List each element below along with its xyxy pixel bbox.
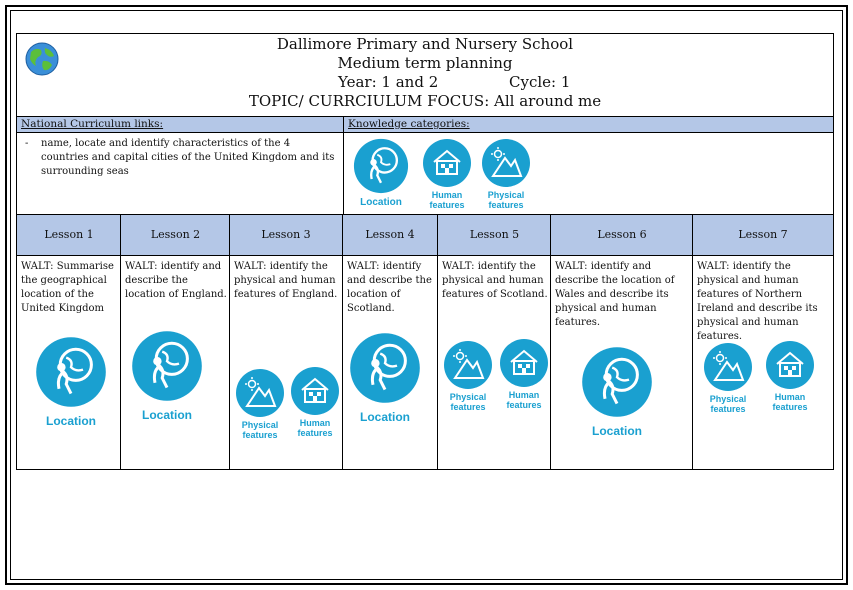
section-header-row — [17, 116, 833, 133]
lesson-4-walt: WALT: identify and describe the location of Scotland. — [347, 261, 432, 314]
lesson-3-walt: WALT: identify the physical and human features of England. — [234, 261, 338, 300]
lesson-1-location-label: Location — [46, 414, 96, 428]
mountain-icon — [443, 340, 493, 390]
col-divider — [437, 214, 438, 470]
school-name: Dallimore Primary and Nursery School — [276, 35, 574, 53]
location-icon — [35, 336, 107, 408]
location-icon — [353, 138, 409, 194]
plan-type: Medium term planning — [337, 54, 513, 72]
location-icon — [349, 332, 421, 404]
kc-human-label: Human features — [429, 190, 465, 210]
nc-links-body: name, locate and identify characteristics of the 4 countries and capital cities of the United Kingdom and its surrounding seas — [41, 138, 335, 177]
lesson-3-title: Lesson 3 — [261, 228, 311, 241]
lesson-5-title: Lesson 5 — [469, 228, 520, 241]
lesson-7-walt: WALT: identify the physical and human features of Northern Ireland and describe its physical and human features. — [697, 261, 818, 342]
lesson-7-physical-label: Physical features — [709, 394, 747, 414]
lesson-4-location-label: Location — [360, 410, 410, 424]
col-divider — [229, 214, 230, 470]
lesson-2-walt: WALT: identify and describe the location of England. — [125, 261, 227, 300]
lesson-1-location — [33, 336, 109, 428]
lesson-2-location — [129, 330, 205, 422]
lesson-1-walt: WALT: Summarise the geographical location of the United Kingdom — [21, 261, 114, 314]
house-icon — [290, 366, 340, 416]
col-divider — [120, 214, 121, 470]
kc-human — [420, 138, 474, 210]
nc-links-text — [25, 137, 340, 179]
bullet-dash: - — [25, 138, 29, 149]
topic-title: TOPIC/ CURRCIULUM FOCUS: All around me — [248, 92, 602, 110]
kc-location — [351, 138, 411, 208]
lesson-5-human — [497, 338, 551, 410]
lesson-2-location-label: Location — [142, 408, 192, 422]
nc-header: National Curriculum links: — [21, 118, 164, 130]
year-cycle-line — [17, 73, 833, 92]
lesson-3-physical — [233, 368, 287, 440]
cycle-label: Cycle: 1 — [509, 73, 571, 91]
kc-location-label: Location — [360, 197, 402, 208]
lesson-4-location — [347, 332, 423, 424]
column-divider — [343, 116, 344, 214]
page-header — [17, 34, 833, 116]
mountain-icon — [481, 138, 531, 188]
lesson-6-title: Lesson 6 — [597, 228, 647, 241]
lesson-6-walt: WALT: identify and describe the location of Wales and describe its physical and human features. — [555, 261, 675, 328]
lesson-7-human-label: Human features — [772, 392, 808, 412]
col-divider — [342, 214, 343, 470]
year-label: Year: 1 and 2 — [338, 73, 439, 91]
kc-header: Knowledge categories: — [348, 118, 470, 130]
lesson-3-physical-label: Physical features — [241, 420, 279, 440]
location-icon — [581, 346, 653, 418]
kc-physical — [479, 138, 533, 210]
lesson-2-title: Lesson 2 — [150, 228, 201, 241]
kc-physical-label: Physical features — [487, 190, 525, 210]
lesson-7-human — [763, 340, 817, 412]
lesson-5-physical-label: Physical features — [449, 392, 487, 412]
lesson-5-physical — [441, 340, 495, 412]
lesson-4-title: Lesson 4 — [365, 228, 415, 241]
col-divider — [692, 214, 693, 470]
lesson-5-human-label: Human features — [506, 390, 542, 410]
lesson-6-location-label: Location — [592, 424, 642, 438]
lesson-3-human — [288, 366, 342, 438]
lesson-5-walt: WALT: identify the physical and human features of Scotland. — [442, 261, 548, 300]
lesson-header-row — [17, 214, 833, 256]
planning-table — [16, 33, 834, 470]
lesson-7-title: Lesson 7 — [738, 228, 788, 241]
mountain-icon — [703, 342, 753, 392]
lesson-3-human-label: Human features — [297, 418, 333, 438]
mountain-icon — [235, 368, 285, 418]
location-icon — [131, 330, 203, 402]
lesson-6-location — [579, 346, 655, 438]
lesson-7-physical — [701, 342, 755, 414]
house-icon — [422, 138, 472, 188]
house-icon — [499, 338, 549, 388]
house-icon — [765, 340, 815, 390]
lesson-1-title: Lesson 1 — [44, 228, 94, 241]
